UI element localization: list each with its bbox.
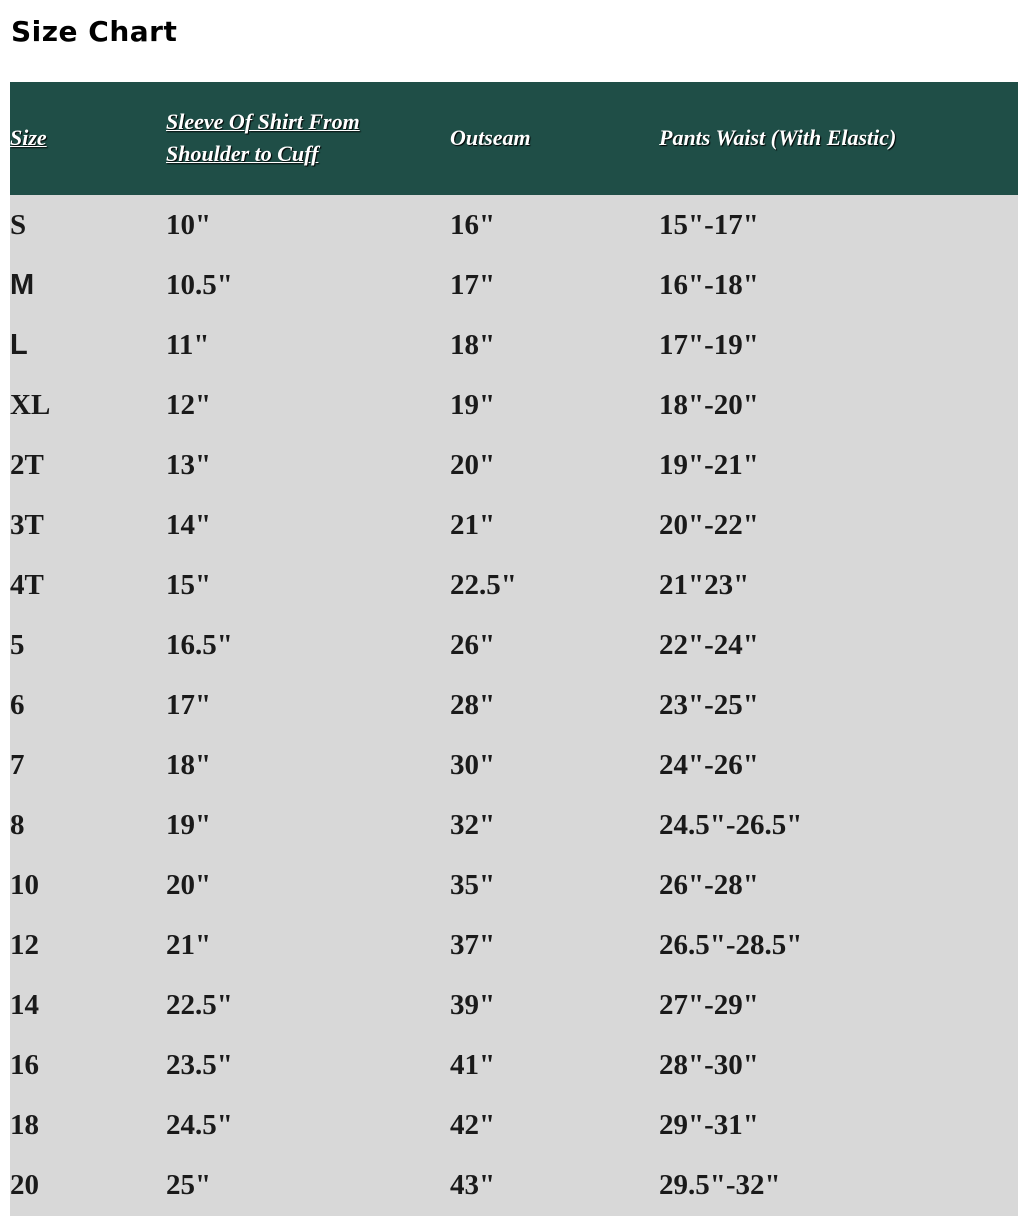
cell-waist: 24.5"-26.5" — [659, 809, 803, 841]
table-row — [10, 735, 1018, 795]
cell-waist: 16"-18" — [659, 269, 759, 301]
cell-waist: 15"-17" — [659, 209, 759, 241]
cell-outseam: 22.5" — [450, 569, 517, 601]
cell-size: 8 — [10, 809, 25, 841]
cell-size: XL — [10, 389, 51, 421]
cell-size: 20 — [10, 1169, 39, 1201]
table-row — [10, 615, 1018, 675]
cell-sleeve: 15" — [166, 569, 212, 601]
cell-sleeve: 14" — [166, 509, 212, 541]
page-title: Size Chart — [11, 15, 178, 48]
cell-waist: 18"-20" — [659, 389, 759, 421]
cell-size: 10 — [10, 869, 39, 901]
cell-size: 7 — [10, 749, 25, 781]
cell-size: M — [10, 269, 35, 301]
size-chart-table — [10, 82, 1018, 1216]
cell-outseam: 18" — [450, 329, 496, 361]
cell-size: 12 — [10, 929, 39, 961]
cell-sleeve: 10.5" — [166, 269, 233, 301]
table-body — [10, 195, 1018, 1215]
cell-sleeve: 25" — [166, 1169, 212, 1201]
cell-size: 6 — [10, 689, 25, 721]
cell-outseam: 28" — [450, 689, 496, 721]
cell-waist: 26.5"-28.5" — [659, 929, 803, 961]
table-row — [10, 915, 1018, 975]
cell-size: 5 — [10, 629, 25, 661]
cell-outseam: 41" — [450, 1049, 496, 1081]
header-size: Size — [10, 125, 47, 150]
cell-waist: 29.5"-32" — [659, 1169, 781, 1201]
cell-sleeve: 10" — [166, 209, 212, 241]
table-row — [10, 675, 1018, 735]
cell-sleeve: 12" — [166, 389, 212, 421]
cell-sleeve: 19" — [166, 809, 212, 841]
cell-outseam: 35" — [450, 869, 496, 901]
cell-outseam: 39" — [450, 989, 496, 1021]
table-row — [10, 435, 1018, 495]
cell-size: 16 — [10, 1049, 39, 1081]
cell-sleeve: 24.5" — [166, 1109, 233, 1141]
table-row — [10, 375, 1018, 435]
cell-waist: 23"-25" — [659, 689, 759, 721]
cell-outseam: 43" — [450, 1169, 496, 1201]
cell-waist: 29"-31" — [659, 1109, 759, 1141]
table-row — [10, 795, 1018, 855]
table-row — [10, 1155, 1018, 1215]
cell-size: 2T — [10, 449, 44, 481]
table-row — [10, 255, 1018, 315]
cell-sleeve: 11" — [166, 329, 210, 361]
table-row — [10, 315, 1018, 375]
cell-outseam: 19" — [450, 389, 496, 421]
cell-size: 14 — [10, 989, 39, 1021]
cell-outseam: 37" — [450, 929, 496, 961]
cell-sleeve: 16.5" — [166, 629, 233, 661]
cell-sleeve: 13" — [166, 449, 212, 481]
cell-waist: 28"-30" — [659, 1049, 759, 1081]
cell-sleeve: 23.5" — [166, 1049, 233, 1081]
cell-waist: 17"-19" — [659, 329, 759, 361]
table-row — [10, 1035, 1018, 1095]
cell-outseam: 21" — [450, 509, 496, 541]
header-sleeve — [166, 106, 360, 170]
cell-sleeve: 20" — [166, 869, 212, 901]
header-sleeve-line2: Shoulder to Cuff — [166, 141, 319, 166]
cell-waist: 26"-28" — [659, 869, 759, 901]
table-row — [10, 195, 1018, 255]
table-row — [10, 495, 1018, 555]
cell-size: 4T — [10, 569, 44, 601]
cell-outseam: 16" — [450, 209, 496, 241]
cell-waist: 24"-26" — [659, 749, 759, 781]
cell-outseam: 30" — [450, 749, 496, 781]
cell-outseam: 20" — [450, 449, 496, 481]
table-header — [10, 82, 1018, 195]
header-sleeve-line1: Sleeve Of Shirt From — [166, 109, 360, 134]
table-row — [10, 555, 1018, 615]
cell-waist: 27"-29" — [659, 989, 759, 1021]
table-row — [10, 1095, 1018, 1155]
table-row — [10, 975, 1018, 1035]
header-waist: Pants Waist (With Elastic) — [659, 125, 897, 150]
cell-outseam: 17" — [450, 269, 496, 301]
table-row — [10, 855, 1018, 915]
cell-sleeve: 17" — [166, 689, 212, 721]
cell-waist: 22"-24" — [659, 629, 759, 661]
header-outseam: Outseam — [450, 125, 531, 150]
cell-waist: 21"23" — [659, 569, 750, 601]
cell-size: S — [10, 209, 27, 241]
cell-size: L — [10, 329, 28, 361]
cell-outseam: 32" — [450, 809, 496, 841]
cell-waist: 20"-22" — [659, 509, 759, 541]
cell-outseam: 26" — [450, 629, 496, 661]
cell-waist: 19"-21" — [659, 449, 759, 481]
cell-sleeve: 22.5" — [166, 989, 233, 1021]
cell-sleeve: 21" — [166, 929, 212, 961]
cell-size: 3T — [10, 509, 44, 541]
cell-sleeve: 18" — [166, 749, 212, 781]
cell-size: 18 — [10, 1109, 39, 1141]
cell-outseam: 42" — [450, 1109, 496, 1141]
